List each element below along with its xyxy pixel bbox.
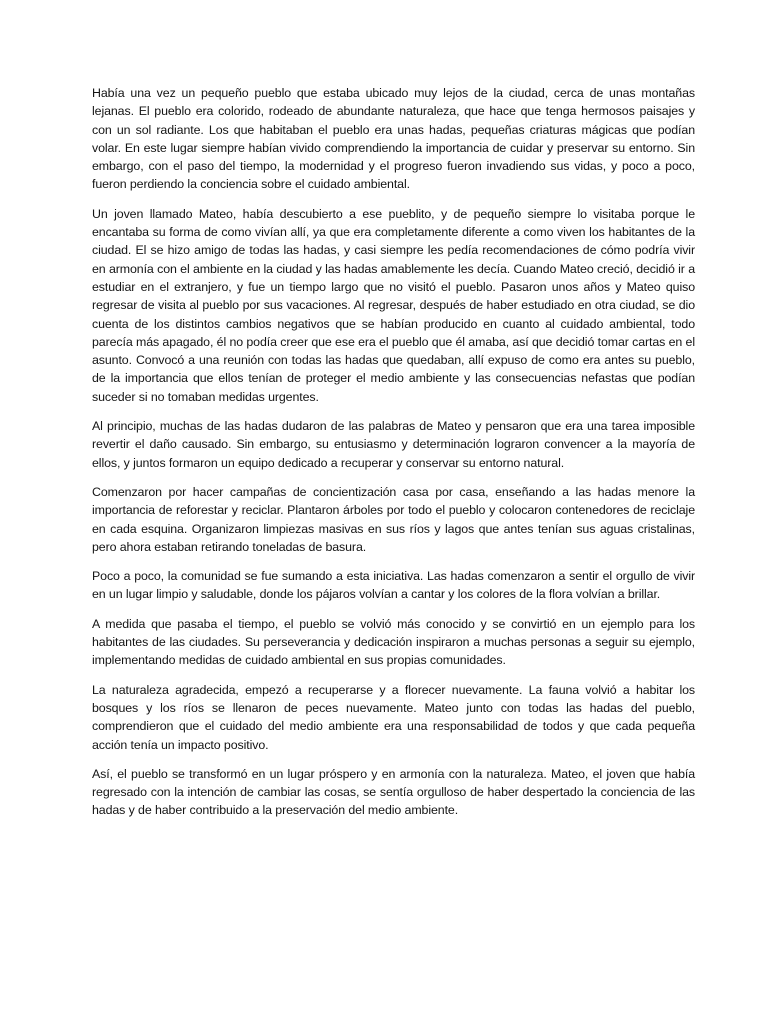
paragraph-4: Comenzaron por hacer campañas de concientización casa por casa, enseñando a las hadas menore la importancia de reforestar y reciclar. Plantaron árboles por todo el pueblo y colocaron contenedores de reciclaje en cada esquina. Organizaron limpiezas masivas en sus ríos y lagos que antes tenían sus aguas cristalinas, pero ahora estaban retirando toneladas de basura. bbox=[92, 484, 695, 554]
paragraph-2: Un joven llamado Mateo, había descubierto a ese pueblito, y de pequeño siempre lo visitaba porque le encantaba su forma de como vivían allí, ya que era completamente diferente a como viven los habitantes de la ciudad. El se hizo amigo de todas las hadas, y casi siempre les pedía recomendaciones de cómo podría vivir en armonía con el ambiente en la ciudad y las hadas amablemente les decía. Cuando Mateo creció, decidió ir a estudiar en el extranjero, y fue un tiempo largo que no visitó el pueblo. Pasaron unos años y Mateo quiso regresar de visita al pueblo por sus vacaciones. Al regresar, después de haber estudiado en otra ciudad, se dio cuenta de los distintos cambios negativos que se habían producido en cuanto al cuidado ambiental, todo parecía más apagado, él no podía creer que ese era el pueblo que él amaba, así que decidió tomar cartas en el asunto. Convocó a una reunión con todas las hadas que quedaban, allí expuso de como era antes su pueblo, de la importancia que ellos tenían de proteger el medio ambiente y las consecuencias nefastas que podían suceder si no tomaban medidas urgentes. bbox=[92, 206, 695, 404]
paragraph-6: A medida que pasaba el tiempo, el pueblo se volvió más conocido y se convirtió en un ejemplo para los habitantes de las ciudades. Su perseverancia y dedicación inspiraron a muchas personas a seguir su ejemplo, implementando medidas de cuidado ambiental en sus propias comunidades. bbox=[92, 616, 695, 668]
paragraph-7: La naturaleza agradecida, empezó a recuperarse y a florecer nuevamente. La fauna volvió a habitar los bosques y los ríos se llenaron de peces nuevamente. Mateo junto con todas las hadas del pueblo, comprendieron que el cuidado del medio ambiente era una responsabilidad de todos y que cada pequeña acción tenía un impacto positivo. bbox=[92, 682, 695, 752]
paragraph-8: Así, el pueblo se transformó en un lugar próspero y en armonía con la naturaleza. Mateo, el joven que había regresado con la intención de cambiar las cosas, se sentía orgulloso de haber despertado la conciencia de las hadas y de haber contribuido a la preservación del medio ambiente. bbox=[92, 766, 695, 818]
paragraph-1: Había una vez un pequeño pueblo que estaba ubicado muy lejos de la ciudad, cerca de unas montañas lejanas. El pueblo era colorido, rodeado de abundante naturaleza, que hace que tenga hermosos paisajes y con un sol radiante. Los que habitaban el pueblo era unas hadas, pequeñas criaturas mágicas que podían volar. En este lugar siempre habían vivido comprendiendo la importancia de cuidar y preservar su entorno. Sin embargo, con el paso del tiempo, la modernidad y el progreso fueron invadiendo sus vidas, y poco a poco, fueron perdiendo la conciencia sobre el cuidado ambiental. bbox=[92, 86, 695, 192]
paragraph-5: Poco a poco, la comunidad se fue sumando a esta iniciativa. Las hadas comenzaron a sentir el orgullo de vivir en un lugar limpio y saludable, donde los pájaros volvían a cantar y los colores de la flora volvían a brillar. bbox=[92, 569, 695, 602]
paragraph-3: Al principio, muchas de las hadas dudaron de las palabras de Mateo y pensaron que era una tarea imposible revertir el daño causado. Sin embargo, su entusiasmo y determinación lograron convencer a la mayoría de ellos, y juntos formaron un equipo dedicado a recuperar y conservar su entorno natural. bbox=[92, 419, 695, 470]
document-body bbox=[92, 84, 695, 831]
